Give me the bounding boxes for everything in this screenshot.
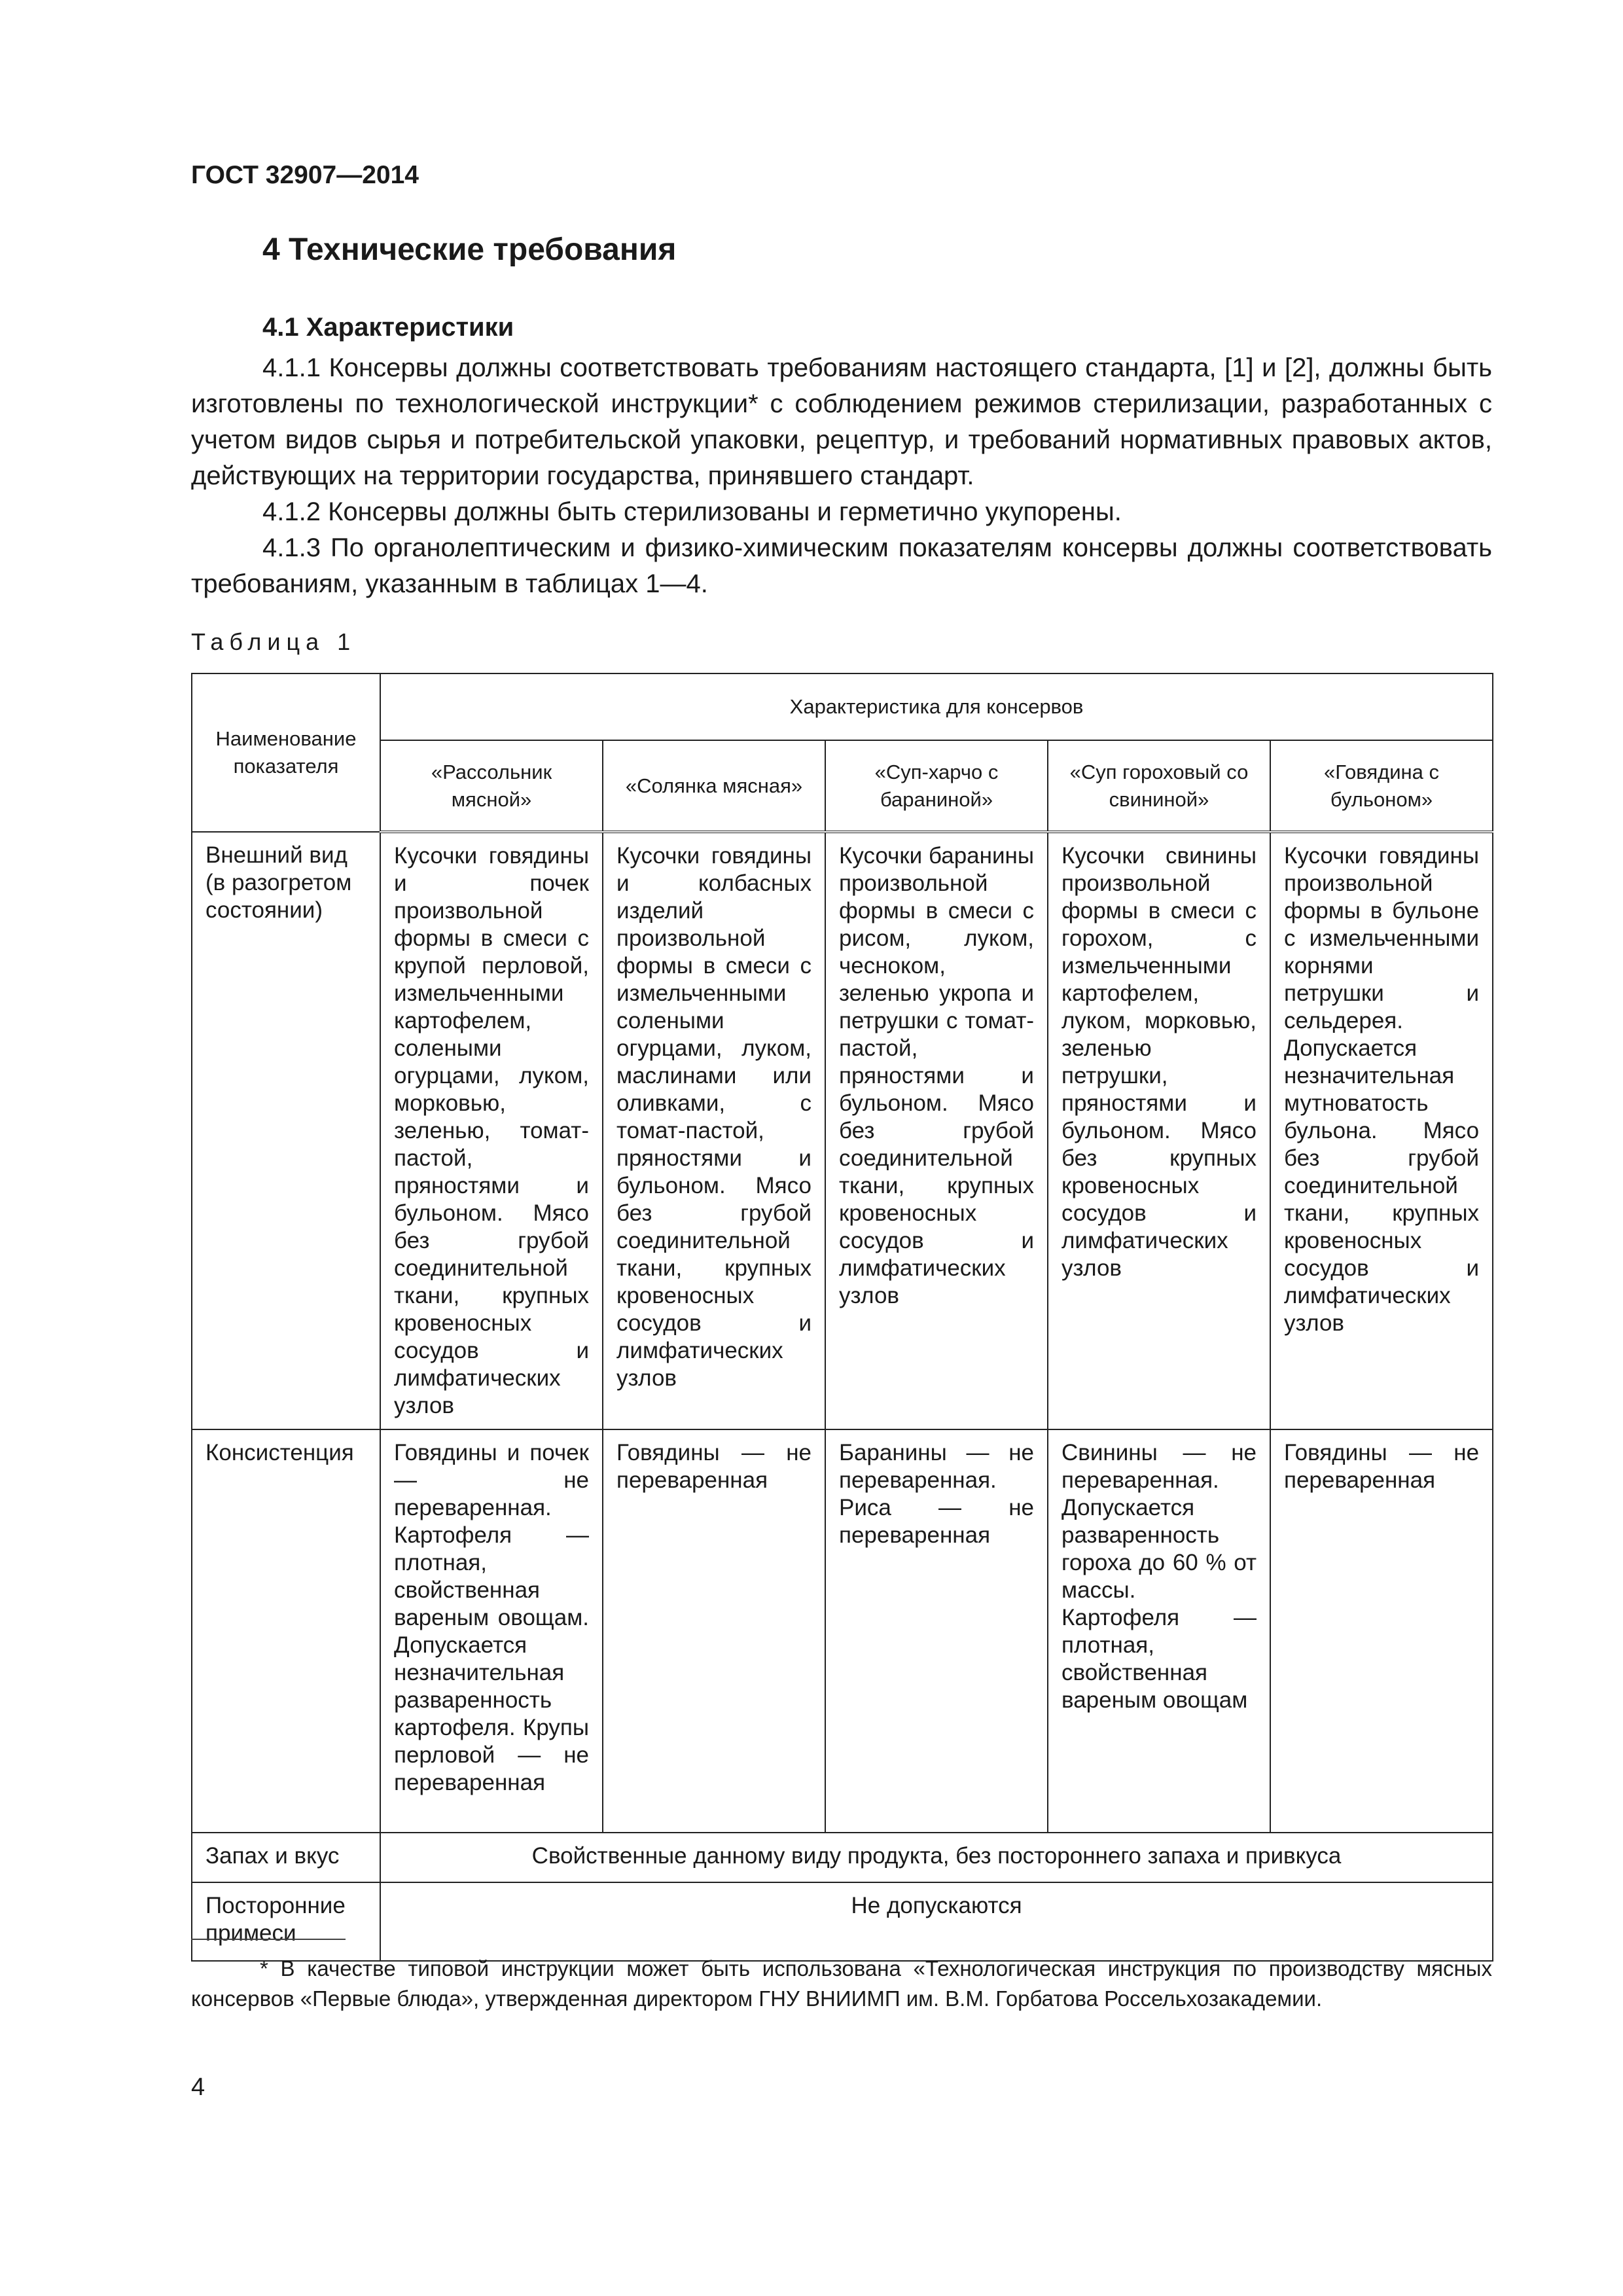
section-title: 4 Технические требования	[262, 232, 677, 267]
column-header: «Рассольник мясной»	[380, 740, 603, 832]
row-name: Посторонние примеси	[192, 1882, 380, 1961]
table-cell-merged: Свойственные данному виду продукта, без постороннего запаха и привкуса	[380, 1833, 1493, 1882]
table-cell: Кусочки баранины произвольной формы в смеси с рисом, луком, чесноком, зеленью укропа и петрушки с томат-пастой, пряностями и бульоном. Мясо без грубой соединительной ткани, крупных кровеносных сосудов и лимфатических узлов	[825, 832, 1048, 1429]
table-cell: Кусочки говядины и колбасных изделий произвольной формы в смеси с измельченными солеными огурцами, луком, маслинами или оливками, с томат-пастой, пряностями и бульоном. Мясо без грубой соединительной ткани, крупных кровеносных сосудов и лимфатических узлов	[603, 832, 825, 1429]
column-header: «Суп гороховый со свининой»	[1048, 740, 1270, 832]
table-row	[192, 832, 1493, 1429]
table-cell: Говядины — не переваренная	[603, 1429, 825, 1833]
header-indicator: Наименование показателя	[192, 673, 380, 832]
row-name: Консистенция	[192, 1429, 380, 1833]
paragraph-4-1-1: 4.1.1 Консервы должны соответствовать требованиям настоящего стандарта, [1] и [2], должны быть изготовлены по технологической инструкции* с соблюдением режимов стерилизации, разработанных с учетом видов сырья и потребительской упаковки, рецептур, и требований нормативных правовых актов, действующих на территории государства, принявшего стандарт.	[191, 353, 1492, 490]
subsection-title: 4.1 Характеристики	[262, 313, 514, 342]
table-row	[192, 1882, 1493, 1961]
specification-table	[191, 673, 1493, 1962]
paragraph-4-1-2: 4.1.2 Консервы должны быть стерилизованы и герметично укупорены.	[262, 497, 1122, 526]
row-name: Запах и вкус	[192, 1833, 380, 1882]
table-cell: Баранины — не переваренная. Риса — не переваренная	[825, 1429, 1048, 1833]
table-row	[192, 1429, 1493, 1833]
table-cell: Кусочки говядины произвольной формы в бульоне с измельченными корнями петрушки и сельдерея. Допускается незначительная мутноватость бульона. Мясо без грубой соединительной ткани, крупных кровеносных сосудов и лимфатических узлов	[1270, 832, 1493, 1429]
table-caption: Таблица 1	[191, 628, 357, 655]
table-row	[192, 1833, 1493, 1882]
page-number: 4	[191, 2073, 205, 2101]
table-cell: Кусочки говядины и почек произвольной формы в смеси с крупой перловой, измельченными картофелем, солеными огурцами, луком, морковью, зеленью, томат-пастой, пряностями и бульоном. Мясо без грубой соединительной ткани, крупных кровеносных сосудов и лимфатических узлов	[380, 832, 603, 1429]
footnote-divider	[191, 1939, 346, 1940]
paragraph-4-1-3: 4.1.3 По органолептическим и физико-химическим показателям консервы должны соответствовать требованиям, указанным в таблицах 1—4.	[191, 533, 1492, 598]
column-header: «Солянка мясная»	[603, 740, 825, 832]
header-group: Характеристика для консервов	[380, 673, 1493, 740]
column-header: «Суп-харчо с бараниной»	[825, 740, 1048, 832]
table-cell: Говядины — не переваренная	[1270, 1429, 1493, 1833]
document-code: ГОСТ 32907—2014	[191, 161, 419, 189]
table-cell: Кусочки свинины произвольной формы в смеси с горохом, с измельченными картофелем, луком, морковью, зеленью петрушки, пряностями и бульоном. Мясо без крупных кровеносных сосудов и лимфатических узлов	[1048, 832, 1270, 1429]
table-cell: Говядины и почек — не переваренная. Картофеля — плотная, свойственная вареным овощам. Допускается незначительная разваренность картофеля. Крупы перловой — не переваренная	[380, 1429, 603, 1833]
table-cell: Свинины — не переваренная. Допускается разваренность гороха до 60 % от массы. Картофеля — плотная, свойственная вареным овощам	[1048, 1429, 1270, 1833]
footnote: * В качестве типовой инструкции может быть использована «Технологическая инструкция по производству мясных консервов «Первые блюда», утвержденная директором ГНУ ВНИИМП им. В.М. Горбатова Россельхозакадемии.	[191, 1956, 1492, 2011]
table-cell-merged: Не допускаются	[380, 1882, 1493, 1961]
column-header: «Говядина с бульоном»	[1270, 740, 1493, 832]
row-name: Внешний вид (в разогретом состоянии)	[192, 832, 380, 1429]
